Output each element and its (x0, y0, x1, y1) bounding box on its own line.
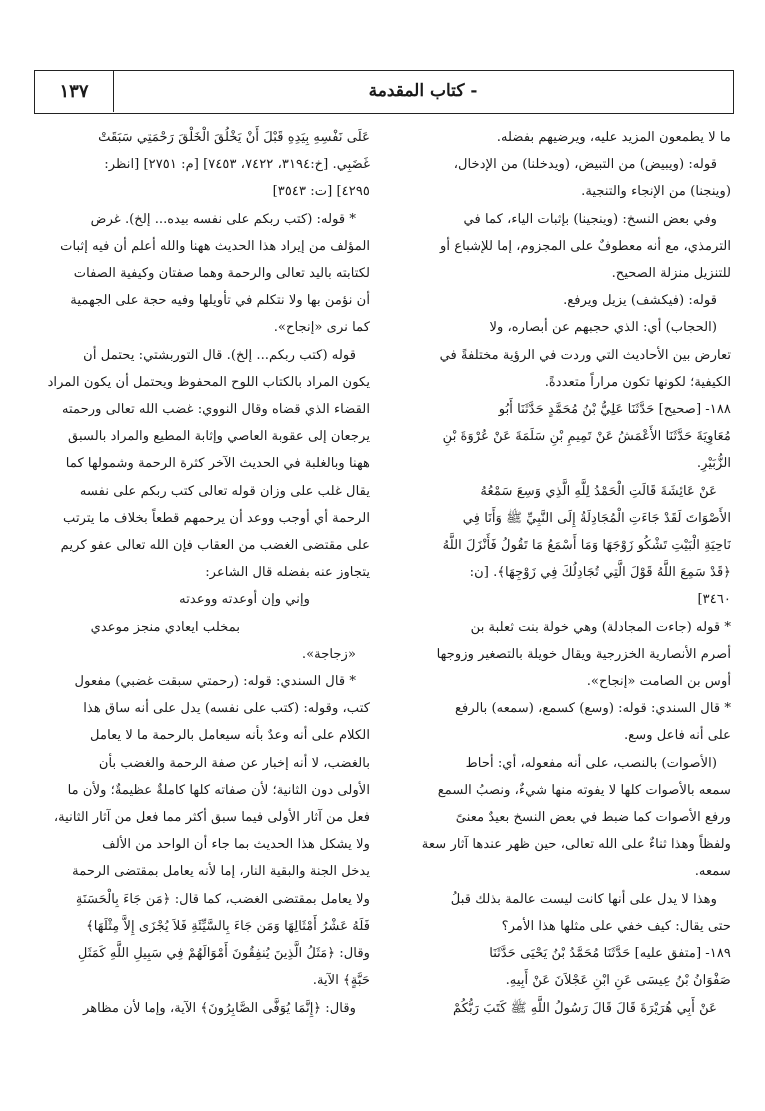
text-line: يدخل الجنة والبقية النار، إما لأنه يعامل بمقتضى الرحمة (72, 864, 370, 880)
hadith-isnad: ١٨٨- [صحيح] حَدَّثَنَا عَلِيُّ بْنُ مُحَمَّدٍ حَدَّثَنَا أَبُو (498, 402, 731, 418)
text-line: يتجاوز عنه بفضله قال الشاعر: (205, 565, 370, 581)
hadith-matn: ٣٤٦٠] (697, 592, 731, 608)
text-line: كما نرى «إنجاح». (273, 320, 370, 336)
hadith-matn: عَنْ أَبِي هُرَيْرَةَ قَالَ قَالَ رَسُولُ اللَّهِ ﷺ كَتَبَ رَبُّكُمْ (452, 1000, 717, 1016)
text-line: يقال غلب على وزان قوله تعالى كتب ربكم على نفسه (79, 483, 370, 499)
text-line: وقال: ﴿إِنَّمَا يُوَفَّى الصَّابِرُونَ﴾ الآية، وإما لأن مظاهر (82, 1000, 356, 1016)
text-line: وهذا لا يدل على أنها كانت ليست عالمة بذلك قبلُ (450, 891, 717, 907)
text-line: * قال السندي: قوله: (رحمتي سبقت غضبي) مفعول (74, 674, 356, 690)
text-line: الكيفية؛ لكونها تكون مراراً متعددةً. (544, 374, 731, 390)
poem-line: بمخلب ايعادي منجز موعدي (90, 619, 240, 635)
text-line: لكتابته باليد تعالى والرحمة وهما صفتان وكيفية الصفات (73, 266, 370, 282)
hadith-isnad: مُعَاوِيَةَ حَدَّثَنَا الأَعْمَشُ عَنْ تَمِيمِ بْنِ سَلَمَةَ عَنْ عُرْوَةَ بْنِ (442, 429, 731, 445)
poem-line: وإني وإن أوعدته ووعدته (179, 592, 310, 608)
text-line: على أنه فاعل وسع. (623, 728, 731, 744)
hadith-isnad: ١٨٩- [متفق عليه] حَدَّثَنَا مُحَمَّدُ بْنُ يَحْيَى حَدَّثَنَا (489, 946, 731, 962)
text-line: ولفظاً وهذا ثناءٌ على الله تعالى، حين ظهر عندها آثار سعة (421, 837, 731, 853)
hadith-references: ٤٢٩٥] [ت: ٣٥٤٣] (272, 184, 370, 200)
quran-verse: فَلَهُ عَشْرُ أَمْثَالِهَا وَمَن جَاءَ بِالسَّيِّئَةِ فَلاَ يُجْزَى إِلاَّ مِثْلَهَا﴾ (86, 918, 370, 934)
left-column (36, 124, 370, 1022)
text-line: سمعه بالأصوات كلها لا يفوته منها شيءٌ، ونصبُ السمع (437, 782, 731, 798)
text-line: الأولى دون الثانية؛ لأن صفاته كلها كاملةٌ عظيمةٌ؛ ولأن ما (67, 782, 370, 798)
text-line: ههنا وبالغلبة في الحديث الآخر كثرة الرحمة وشمولها كما (65, 456, 370, 472)
hadith-matn: عَنْ عَائِشَةَ قَالَتِ الْحَمْدُ لِلَّهِ الَّذِي وَسِعَ سَمْعُهُ (480, 483, 717, 499)
text-line: أوس بن الصامت «إنجاح». (586, 674, 731, 690)
chapter-title: - كتاب المقدمة (368, 81, 478, 101)
page-number: ١٣٧ (59, 81, 89, 102)
text-line: * قال السندي: قوله: (وسع) كسمع، (سمعه) بالرفع (455, 701, 731, 717)
text-line: فعل من آثار الأولى فيما سبق أكثر مما فعل من آثار الثانية، (53, 810, 370, 826)
text-line: (الأصوات) بالنصب، على أنه مفعوله، أي: أحاط (465, 755, 717, 771)
page-header (34, 70, 734, 114)
hadith-isnad: الزُّبَيْرِ. (696, 456, 731, 472)
text-line: الرحمة أي أوجب ووعد أن يرحمهم قطعاً بخلاف ما يترتب (63, 510, 370, 526)
text-line: وفي بعض النسخ: (وينجينا) بإثبات الياء، كما في (463, 211, 717, 227)
text-line: يرجعان إلى عقوبة العاصي وإثابة المطيع والمراد بالسبق (67, 429, 370, 445)
quran-verse: وقال: ﴿مَثَلُ الَّذِينَ يُنفِقُونَ أَمْوَالَهُمْ فِي سَبِيلِ اللَّهِ كَمَثَلِ (77, 946, 370, 962)
hadith-matn: نَاحِيَةِ الْبَيْتِ تَشْكُو زَوْجَهَا وَمَا أَسْمَعُ مَا تَقُولُ فَأَنْزَلَ اللَّهُ (442, 538, 731, 554)
text-line: تعارض بين الأحاديث التي وردت في الرؤية مختلفةً في (439, 347, 731, 363)
text-line: (الحجاب) أي: الذي حجبهم عن أبصاره، ولا (489, 320, 717, 336)
text-line: قوله: (فيكشف) يزيل ويرفع. (563, 293, 717, 309)
text-line: حتى يقال: كيف خفي على مثلها هذا الأمر؟ (501, 918, 731, 934)
hadith-matn: عَلَى نَفْسِهِ بِيَدِهِ قَبْلَ أَنْ يَخْلُقَ الْخَلْقَ رَحْمَتِي سَبَقَتْ (98, 130, 370, 145)
text-line: على مقتضى الغضب من العقاب فإن الله تعالى عفو كريم (60, 538, 370, 554)
text-line: «زجاجة». (301, 646, 356, 662)
text-line: ما لا يطمعون المزيد عليه، ويرضيهم بفضله. (496, 130, 731, 145)
text-line: سمعه. (694, 864, 731, 880)
text-line: كتب، وقوله: (كتب على نفسه) يدل على أنه ساق هذا (83, 701, 370, 717)
text-line: ولا يعامل بمقتضى الغضب، كما قال: ﴿مَن جَاءَ بِالْحَسَنَةِ (75, 891, 370, 907)
hadith-matn: الأَصْوَاتَ لَقَدْ جَاءَتِ الْمُجَادِلَةُ إِلَى النَّبِيِّ ﷺ وَأَنَا فِي (462, 510, 731, 526)
text-line: أصرم الأنصارية الخزرجية ويقال خويلة بالتصغير وزوجها (436, 646, 731, 662)
text-line: القضاء الذي قضاه وقال النووي: غضب الله تعالى ورحمته (61, 402, 370, 418)
right-column (397, 124, 731, 1022)
text-line: أن نؤمن بها ولا نتكلم في تأويلها وفيه حجة على الجهمية (70, 293, 370, 309)
text-line: بالغضب، لا أنه إخبار عن صفة الرحمة والغضب بأن (98, 755, 370, 771)
text-line: الترمذي، مع أنه معطوفٌ على المجزوم، إما للإشباع أو (440, 238, 731, 254)
hadith-isnad: صَفْوَانُ بْنُ عِيسَى عَنِ ابْنِ عَجْلاَنَ عَنْ أَبِيهِ. (505, 973, 731, 989)
text-line: (وينجنا) من الإنجاء والتنجية. (581, 184, 731, 200)
hadith-matn: غَضَبِي. [خ:٣١٩٤، ٧٤٢٢، ٧٤٥٣] [م: ٢٧٥١] [انظر: (104, 157, 370, 173)
text-line: قوله: (ويبيض) من التبيض، (ويدخلنا) من الإدخال، (453, 157, 717, 173)
text-line: * قوله (جاءت المجادلة) وهي خولة بنت ثعلبة بن (470, 619, 731, 635)
text-line: الكلام على أنه وعدٌ بأنه سيعامل بالرحمة ما لا يعامل (90, 728, 370, 744)
header-divider (113, 71, 114, 112)
text-line: ورفع الأصوات كما ضبط في بعض النسخ بعيدٌ معنىً (455, 810, 731, 826)
text-line: ولا يشكل هذا الحديث بما جاء أن الواحد من الألف (102, 837, 370, 853)
text-line: * قوله: (كتب ربكم على نفسه بيده... إلخ). غرض (90, 211, 356, 227)
quran-verse: حَبَّةٍ﴾ الآية. (312, 973, 370, 989)
text-line: المؤلف من إيراد هذا الحديث ههنا والله أعلم أن فيه إثبات (60, 238, 370, 254)
hadith-matn: ﴿قَدْ سَمِعَ اللَّهُ قَوْلَ الَّتِي تُجَادِلُكَ فِي زَوْجِهَا﴾. [ن: (469, 565, 731, 581)
text-line: للتنزيل منزلة الصحيح. (611, 266, 731, 282)
text-line: قوله (كتب ربكم... إلخ). قال التوربشتي: يحتمل أن (83, 347, 356, 363)
text-line: يكون المراد بالكتاب اللوح المحفوظ ويحتمل أن يكون المراد (47, 374, 370, 390)
